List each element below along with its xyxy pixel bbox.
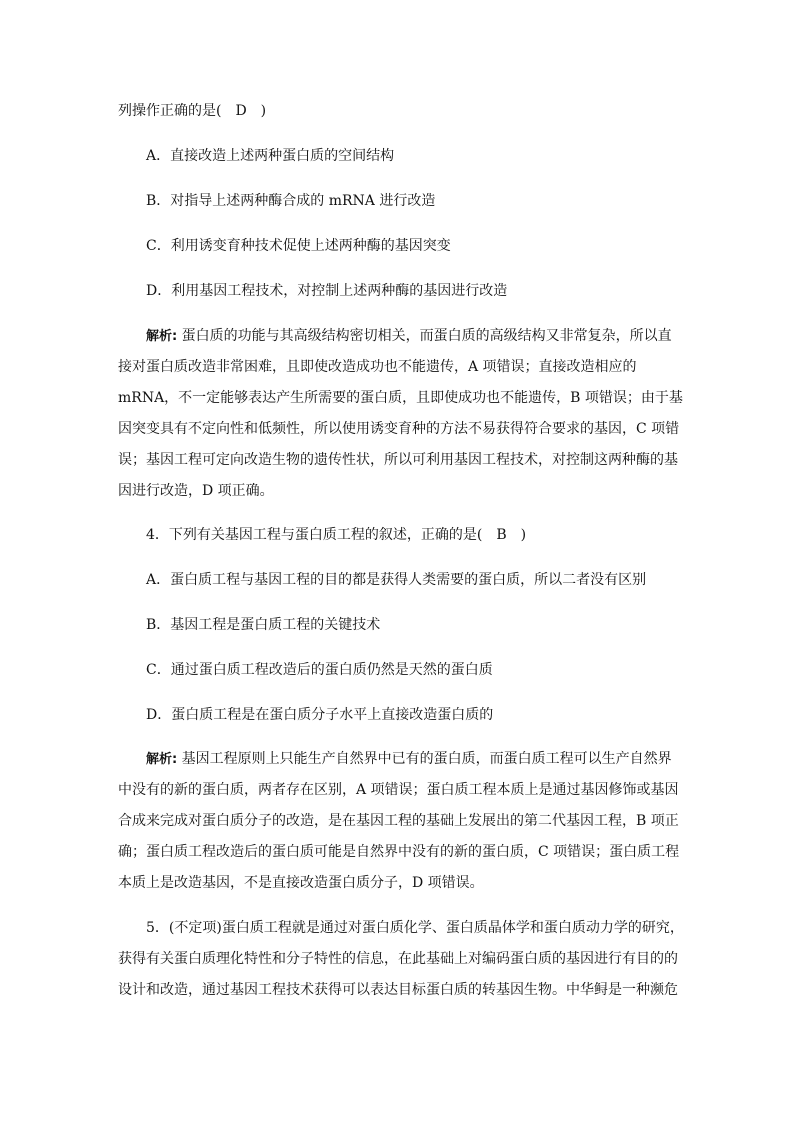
question-3-analysis-line: 接对蛋白质改造非常困难，且即使改造成功也不能遗传，A 项错误；直接改造相应的 bbox=[118, 359, 637, 375]
question-3-analysis-line: 因突变具有不定向性和低频性，所以使用诱变育种的方法不易获得符合要求的基因，C 项错 bbox=[118, 421, 680, 437]
analysis-text: 蛋白质的功能与其高级结构密切相关，而蛋白质的高级结构又非常复杂，所以直 bbox=[177, 328, 672, 344]
question-4-analysis-line: 中没有的新的蛋白质，两者存在区别，A 项错误；蛋白质工程本质上是通过基因修饰或基因 bbox=[118, 782, 679, 798]
question-3-analysis-line: mRNA，不一定能够表达产生所需要的蛋白质，且即使成功也不能遗传，B 项错误；由于基 bbox=[118, 390, 683, 406]
question-3-analysis-first-line bbox=[146, 326, 672, 347]
question-5-line: 设计和改造，通过基因工程技术获得可以表达目标蛋白质的转基因生物。中华鲟是一种濒危 bbox=[118, 982, 678, 998]
question-5-line: 获得有关蛋白质理化特性和分子特性的信息，在此基础上对编码蛋白质的基因进行有目的的 bbox=[118, 951, 678, 967]
question-4-analysis-first-line bbox=[146, 749, 672, 770]
analysis-text: 基因工程原则上只能生产自然界中已有的蛋白质，而蛋白质工程可以生产自然界 bbox=[177, 751, 672, 767]
question-3-analysis-line: 误；基因工程可定向改造生物的遗传性状，所以可利用基因工程技术，对控制这两种酶的基 bbox=[118, 452, 678, 468]
question-4-analysis-line: 本质上是改造基因，不是直接改造蛋白质分子，D 项错误。 bbox=[118, 875, 484, 891]
question-4-analysis-line: 合成来完成对蛋白质分子的改造，是在基因工程的基础上发展出的第二代基因工程，B 项正 bbox=[118, 813, 679, 829]
question-3-option-b: B．对指导上述两种酶合成的 mRNA 进行改造 bbox=[146, 193, 436, 209]
question-3-stem-end: 列操作正确的是( D ) bbox=[118, 103, 267, 119]
question-4-option-d: D．蛋白质工程是在蛋白质分子水平上直接改造蛋白质的 bbox=[146, 707, 494, 723]
question-4-analysis-line: 确；蛋白质工程改造后的蛋白质可能是自然界中没有的新的蛋白质，C 项错误；蛋白质工程 bbox=[118, 844, 680, 860]
analysis-label: 解析: bbox=[146, 329, 178, 344]
question-3-option-d: D．利用基因工程技术，对控制上述两种酶的基因进行改造 bbox=[146, 283, 508, 299]
question-3-option-c: C．利用诱变育种技术促使上述两种酶的基因突变 bbox=[146, 238, 451, 254]
question-4-option-c: C．通过蛋白质工程改造后的蛋白质仍然是天然的蛋白质 bbox=[146, 662, 493, 678]
question-5-line: 5．(不定项)蛋白质工程就是通过对蛋白质化学、蛋白质晶体学和蛋白质动力学的研究， bbox=[146, 920, 684, 936]
question-4-option-b: B．基因工程是蛋白质工程的关键技术 bbox=[146, 617, 381, 633]
question-3-analysis-line: 因进行改造，D 项正确。 bbox=[118, 483, 274, 499]
question-4-option-a: A．蛋白质工程与基因工程的目的都是获得人类需要的蛋白质，所以二者没有区别 bbox=[146, 572, 647, 588]
analysis-label: 解析: bbox=[146, 752, 178, 767]
question-4-stem: 4．下列有关基因工程与蛋白质工程的叙述，正确的是( B ) bbox=[146, 527, 527, 543]
question-3-option-a: A．直接改造上述两种蛋白质的空间结构 bbox=[146, 148, 395, 164]
